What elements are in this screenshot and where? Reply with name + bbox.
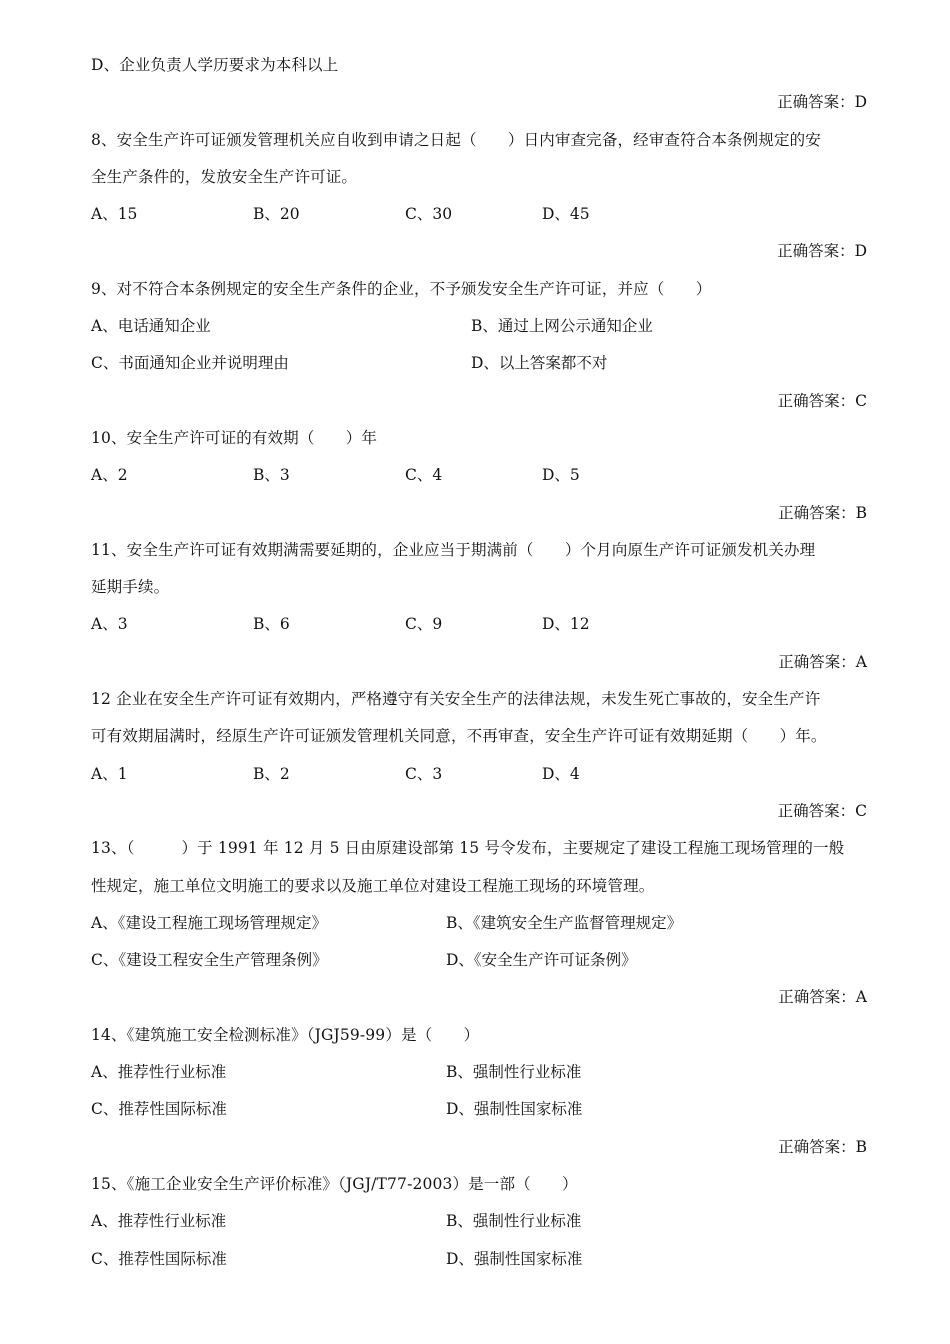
option-c: C、9 <box>405 615 443 634</box>
options-row <box>91 949 869 986</box>
correct-answer: 正确答案：B <box>778 1137 867 1156</box>
option-c: C、书面通知企业并说明理由 <box>91 354 289 373</box>
option-b: B、3 <box>253 466 290 485</box>
correct-answer: 正确答案：C <box>777 391 867 410</box>
options-row <box>91 315 869 352</box>
option-d: D、4 <box>542 764 580 783</box>
options-row <box>91 912 869 949</box>
question-text: 8、安全生产许可证颁发管理机关应自收到申请之日起（ ）日内审查完备，经审查符合本条例规定的安 <box>91 130 821 149</box>
question-text: 11、安全生产许可证有效期满需要延期的，企业应当于期满前（ ）个月向原生产许可证颁发机关办理 <box>91 540 816 559</box>
option-a: A、1 <box>91 764 128 783</box>
option-d: D、《安全生产许可证条例》 <box>446 951 637 970</box>
question-text: 延期手续。 <box>91 578 170 597</box>
option-line: D、企业负责人学历要求为本科以上 <box>91 56 339 74</box>
options-row <box>91 352 869 389</box>
options-row <box>91 1061 869 1098</box>
question-text: 13、（ ）于 1991 年 12 月 5 日由原建设部第 15 号令发布，主要规定了建设工程施工现场管理的一般 <box>91 839 845 858</box>
option-d: D、12 <box>542 615 590 634</box>
correct-answer: 正确答案：A <box>778 652 867 671</box>
correct-answer: 正确答案：C <box>777 801 867 820</box>
option-b: B、2 <box>253 764 290 783</box>
options-row <box>91 1210 869 1247</box>
option-c: C、《建设工程安全生产管理条例》 <box>91 951 328 970</box>
question-text: 14、《建筑施工安全检测标准》（JGJ59-99）是（ ） <box>91 1025 480 1044</box>
question-text: 可有效期届满时，经原生产许可证颁发管理机关同意，不再审查，安全生产许可证有效期延期（ ）年。 <box>91 727 827 746</box>
option-d: D、强制性国家标准 <box>446 1100 583 1119</box>
option-a: A、2 <box>91 466 128 485</box>
option-b: B、强制性行业标准 <box>446 1212 582 1231</box>
correct-answer: 正确答案：A <box>778 988 867 1007</box>
option-b: B、6 <box>253 615 290 634</box>
option-c: C、4 <box>405 466 443 485</box>
option-a: A、3 <box>91 615 128 634</box>
options-row <box>91 464 869 501</box>
option-b: B、强制性行业标准 <box>446 1063 582 1082</box>
question-text: 12 企业在安全生产许可证有效期内，严格遵守有关安全生产的法律法规，未发生死亡事故的，安全生产许 <box>91 690 821 709</box>
option-c: C、30 <box>405 205 453 224</box>
options-row <box>91 613 869 650</box>
options-row <box>91 1098 869 1135</box>
correct-answer: 正确答案：B <box>778 503 867 522</box>
option-a: A、电话通知企业 <box>91 317 211 336</box>
exam-page <box>91 54 869 1285</box>
option-d: D、以上答案都不对 <box>471 354 608 373</box>
option-d: D、45 <box>542 205 590 224</box>
options-row <box>91 203 869 240</box>
question-text: 10、安全生产许可证的有效期（ ）年 <box>91 428 378 447</box>
correct-answer: 正确答案：D <box>777 242 867 261</box>
option-a: A、推荐性行业标准 <box>91 1212 227 1231</box>
option-a: A、《建设工程施工现场管理规定》 <box>91 913 327 932</box>
option-b: B、通过上网公示通知企业 <box>471 317 653 336</box>
option-b: B、《建筑安全生产监督管理规定》 <box>446 913 683 932</box>
option-d: D、强制性国家标准 <box>446 1249 583 1268</box>
option-d: D、5 <box>542 466 580 485</box>
option-c: C、推荐性国际标准 <box>91 1249 227 1268</box>
question-text: 9、对不符合本条例规定的安全生产条件的企业，不予颁发安全生产许可证，并应（ ） <box>91 279 712 298</box>
option-a: A、15 <box>91 205 138 224</box>
question-text: 全生产条件的，发放安全生产许可证。 <box>91 167 358 186</box>
options-row <box>91 763 869 800</box>
question-text: 性规定，施工单位文明施工的要求以及施工单位对建设工程施工现场的环境管理。 <box>91 876 655 895</box>
option-a: A、推荐性行业标准 <box>91 1063 227 1082</box>
option-c: C、推荐性国际标准 <box>91 1100 227 1119</box>
option-c: C、3 <box>405 764 443 783</box>
question-text: 15、《施工企业安全生产评价标准》（JGJ/T77-2003）是一部（ ） <box>91 1174 578 1193</box>
options-row <box>91 1248 869 1285</box>
option-b: B、20 <box>253 205 300 224</box>
correct-answer: 正确答案：D <box>777 93 867 112</box>
